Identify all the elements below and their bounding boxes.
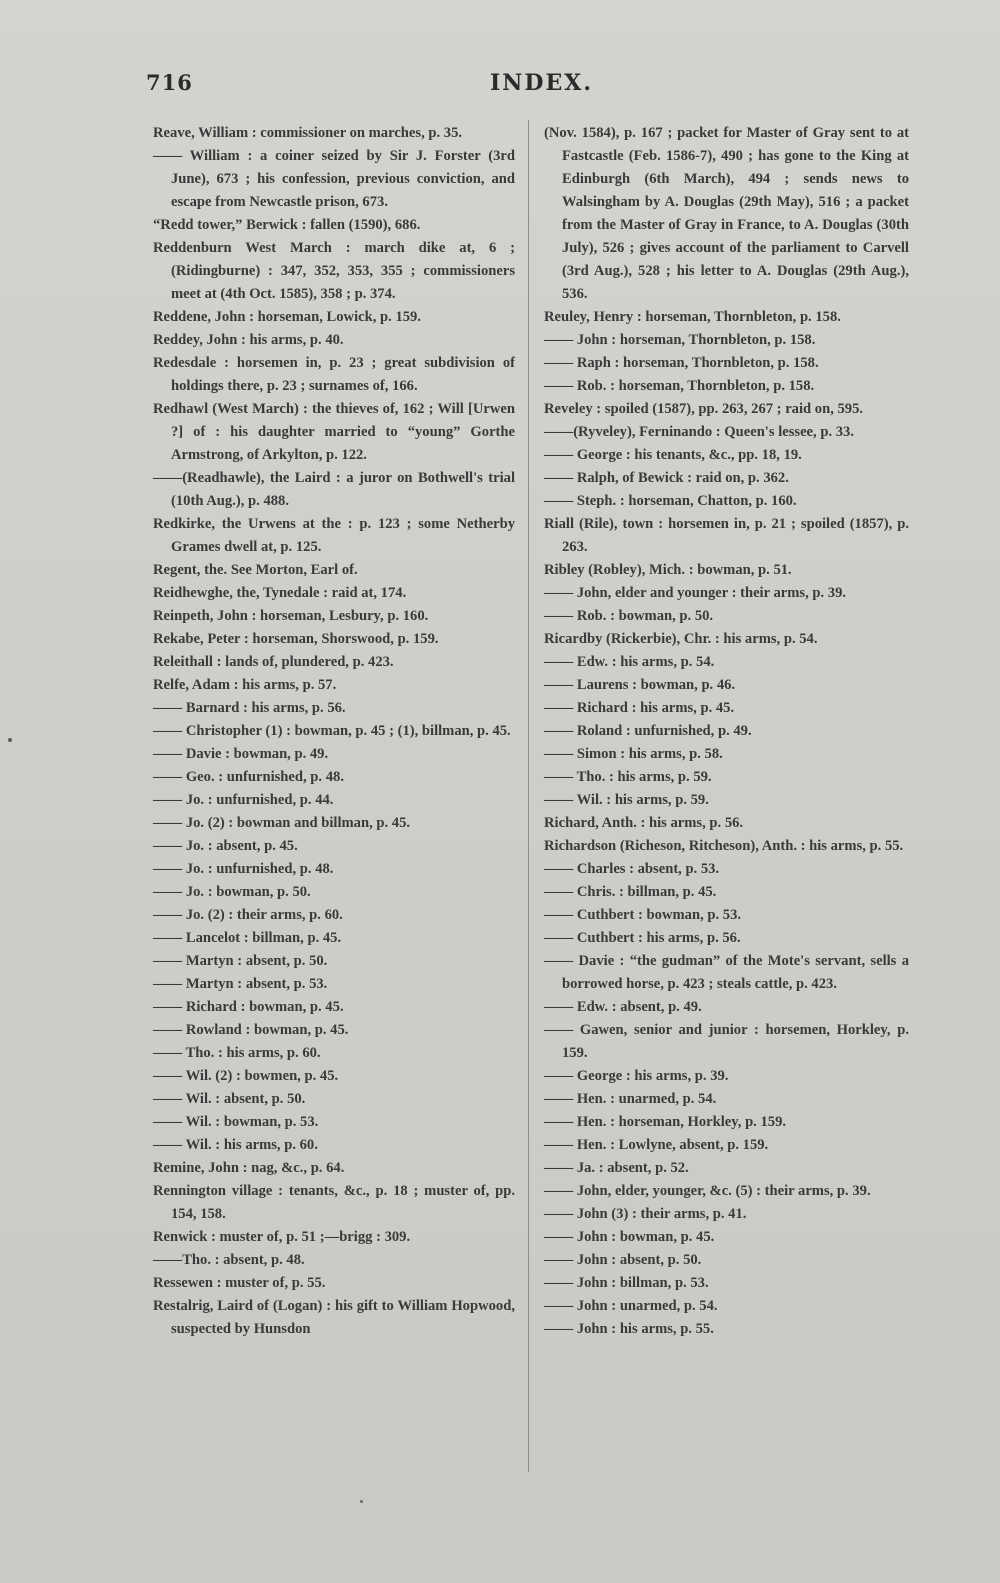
index-entry: —— Wil. : absent, p. 50. (153, 1091, 306, 1107)
index-entry: —— Edw. : absent, p. 49. (544, 999, 702, 1015)
index-column-right (544, 122, 909, 1341)
index-entry: —— Barnard : his arms, p. 56. (153, 700, 346, 716)
index-entry: Reidhewghe, the, Tynedale : raid at, 174. (153, 585, 407, 601)
index-entry: —— Jo. (2) : bowman and billman, p. 45. (153, 815, 411, 831)
index-entry: ——Tho. : absent, p. 48. (153, 1252, 305, 1268)
index-entry: —— Martyn : absent, p. 50. (153, 953, 328, 969)
index-entry: —— Roland : unfurnished, p. 49. (544, 723, 752, 739)
index-entry: Regent, the. See Morton, Earl of. (153, 562, 358, 578)
index-entry: —— Davie : bowman, p. 49. (153, 746, 329, 762)
index-entry: —— Raph : horseman, Thornbleton, p. 158. (544, 355, 819, 371)
index-entry: ——(Readhawle), the Laird : a juror on Bothwell's trial (10th Aug.), p. 488. (153, 470, 515, 509)
index-entry: “Redd tower,” Berwick : fallen (1590), 686. (153, 217, 421, 233)
index-entry: —— Tho. : his arms, p. 60. (153, 1045, 321, 1061)
index-entry: —— George : his arms, p. 39. (544, 1068, 729, 1084)
index-entry: Redesdale : horsemen in, p. 23 ; great subdivision of holdings there, p. 23 ; surnames of, 166. (153, 355, 515, 394)
index-entry: —— Gawen, senior and junior : horsemen, Horkley, p. 159. (544, 1022, 909, 1061)
index-entry: —— Jo. : absent, p. 45. (153, 838, 298, 854)
index-entry: —— Jo. : unfurnished, p. 44. (153, 792, 334, 808)
index-entry: —— Tho. : his arms, p. 59. (544, 769, 712, 785)
index-entry: —— Lancelot : billman, p. 45. (153, 930, 342, 946)
index-entry: Reave, William : commissioner on marches, p. 35. (153, 125, 463, 141)
index-entry: Redkirke, the Urwens at the : p. 123 ; some Netherby Grames dwell at, p. 125. (153, 516, 515, 555)
index-entry: —— Christopher (1) : bowman, p. 45 ; (1), billman, p. 45. (153, 723, 511, 739)
index-entry: —— John : absent, p. 50. (544, 1252, 702, 1268)
index-entry: —— Davie : “the gudman” of the Mote's servant, sells a borrowed horse, p. 423 ; steals cattle, p. 423. (544, 953, 909, 992)
index-entry: Ressewen : muster of, p. 55. (153, 1275, 326, 1291)
index-entry: Reddene, John : horseman, Lowick, p. 159. (153, 309, 421, 325)
index-entry: —— Ja. : absent, p. 52. (544, 1160, 689, 1176)
index-entry: Reddey, John : his arms, p. 40. (153, 332, 344, 348)
index-entry: Ricardby (Rickerbie), Chr. : his arms, p. 54. (544, 631, 818, 647)
index-entry: —— Richard : his arms, p. 45. (544, 700, 735, 716)
index-entry: —— George : his tenants, &c., pp. 18, 19. (544, 447, 802, 463)
index-entry: —— Wil. (2) : bowmen, p. 45. (153, 1068, 339, 1084)
running-title: INDEX. (490, 70, 593, 96)
index-entry: —— Laurens : bowman, p. 46. (544, 677, 736, 693)
index-entry: —— Wil. : bowman, p. 53. (153, 1114, 319, 1130)
index-entry: —— William : a coiner seized by Sir J. Forster (3rd June), 673 ; his confession, previous conviction, and escape from Newcastle prison, 673. (153, 148, 515, 210)
index-entry: —— Jo. (2) : their arms, p. 60. (153, 907, 343, 923)
index-entry: Relfe, Adam : his arms, p. 57. (153, 677, 337, 693)
index-entry: —— Cuthbert : his arms, p. 56. (544, 930, 741, 946)
index-entry: ——(Ryveley), Ferninando : Queen's lessee, p. 33. (544, 424, 854, 440)
index-entry: Reuley, Henry : horseman, Thornbleton, p. 158. (544, 309, 841, 325)
page-number: 716 (146, 70, 193, 95)
index-entry: —— Richard : bowman, p. 45. (153, 999, 344, 1015)
index-entry: —— Ralph, of Bewick : raid on, p. 362. (544, 470, 789, 486)
index-entry: —— John (3) : their arms, p. 41. (544, 1206, 747, 1222)
index-entry: Riall (Rile), town : horsemen in, p. 21 ; spoiled (1857), p. 263. (544, 516, 909, 555)
index-entry: (Nov. 1584), p. 167 ; packet for Master of Gray sent to at Fastcastle (Feb. 1586-7), 490 ; has gone to the King at Edinburgh (6th March), 494 ; sends news to Walsingham by A. Douglas (29th May), 516 ; a packet from the Master of Gray in France, to A. Douglas (30th July), 526 ; gives account of the parliament to Carvell (3rd Aug.), 528 ; his letter to A. Douglas (29th Aug.), 536. (544, 125, 909, 302)
index-entry: —— John : billman, p. 53. (544, 1275, 709, 1291)
index-entry: —— John, elder and younger : their arms, p. 39. (544, 585, 847, 601)
index-entry: Rennington village : tenants, &c., p. 18 ; muster of, pp. 154, 158. (153, 1183, 515, 1222)
index-entry: Ribley (Robley), Mich. : bowman, p. 51. (544, 562, 792, 578)
index-entry: —— John : bowman, p. 45. (544, 1229, 715, 1245)
index-entry: —— Wil. : his arms, p. 60. (153, 1137, 318, 1153)
index-entry: Reddenburn West March : march dike at, 6 ; (Ridingburne) : 347, 352, 353, 355 ; commissioners meet at (4th Oct. 1585), 358 ; p. 374. (153, 240, 515, 302)
index-entry: —— Rob. : bowman, p. 50. (544, 608, 714, 624)
index-entry: —— Jo. : unfurnished, p. 48. (153, 861, 334, 877)
index-entry: —— Simon : his arms, p. 58. (544, 746, 723, 762)
index-entry: —— Rowland : bowman, p. 45. (153, 1022, 349, 1038)
index-entry: —— Jo. : bowman, p. 50. (153, 884, 311, 900)
index-entry: —— Steph. : horseman, Chatton, p. 160. (544, 493, 797, 509)
index-entry: —— Charles : absent, p. 53. (544, 861, 720, 877)
index-entry: Renwick : muster of, p. 51 ;—brigg : 309. (153, 1229, 411, 1245)
index-entry: —— Hen. : horseman, Horkley, p. 159. (544, 1114, 787, 1130)
column-divider (528, 120, 529, 1472)
page-header (146, 70, 906, 110)
index-entry: —— John : horseman, Thornbleton, p. 158. (544, 332, 816, 348)
index-column-left (153, 122, 515, 1341)
index-entry: —— Geo. : unfurnished, p. 48. (153, 769, 344, 785)
index-entry: —— Martyn : absent, p. 53. (153, 976, 328, 992)
index-entry: —— John : his arms, p. 55. (544, 1321, 714, 1337)
index-entry: —— Hen. : Lowlyne, absent, p. 159. (544, 1137, 769, 1153)
margin-speck (360, 1500, 363, 1503)
index-entry: Restalrig, Laird of (Logan) : his gift to William Hopwood, suspected by Hunsdon (153, 1298, 515, 1337)
index-entry: —— John : unarmed, p. 54. (544, 1298, 718, 1314)
index-entry: Rekabe, Peter : horseman, Shorswood, p. 159. (153, 631, 439, 647)
index-entry: —— Chris. : billman, p. 45. (544, 884, 717, 900)
index-entry: Richardson (Richeson, Ritcheson), Anth. : his arms, p. 55. (544, 838, 904, 854)
index-entry: Richard, Anth. : his arms, p. 56. (544, 815, 744, 831)
index-entry: Reinpeth, John : horseman, Lesbury, p. 160. (153, 608, 429, 624)
index-entry: —— Hen. : unarmed, p. 54. (544, 1091, 717, 1107)
index-entry: Releithall : lands of, plundered, p. 423. (153, 654, 394, 670)
index-entry: —— Rob. : horseman, Thornbleton, p. 158. (544, 378, 815, 394)
index-entry: —— Edw. : his arms, p. 54. (544, 654, 715, 670)
index-entry: —— Wil. : his arms, p. 59. (544, 792, 709, 808)
index-entry: Reveley : spoiled (1587), pp. 263, 267 ; raid on, 595. (544, 401, 864, 417)
index-entry: Remine, John : nag, &c., p. 64. (153, 1160, 345, 1176)
margin-speck (8, 738, 12, 742)
index-entry: —— Cuthbert : bowman, p. 53. (544, 907, 742, 923)
index-entry: Redhawl (West March) : the thieves of, 162 ; Will [Urwen ?] of : his daughter married to “young” Gorthe Armstrong, of Arkylton, p. 122. (153, 401, 515, 463)
index-entry: —— John, elder, younger, &c. (5) : their arms, p. 39. (544, 1183, 871, 1199)
